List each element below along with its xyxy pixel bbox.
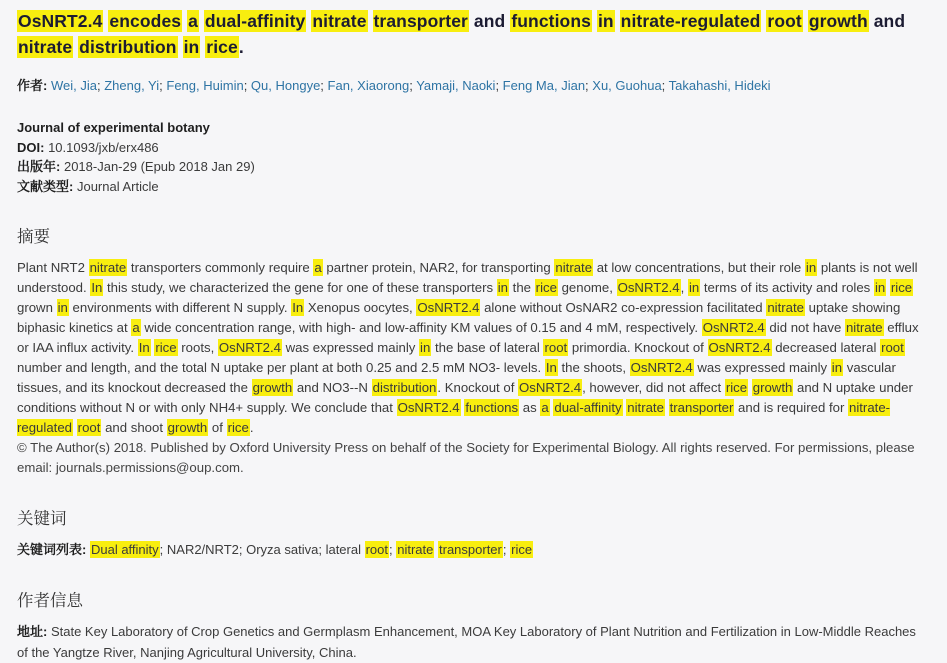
- keywords-list: Dual affinity; NAR2/NRT2; Oryza sativa; lateral root; nitrate transporter; rice: [90, 542, 533, 557]
- highlighted-term: dual-affinity: [554, 400, 622, 415]
- highlighted-term: a: [541, 400, 549, 415]
- keywords-heading: 关键词: [17, 510, 67, 528]
- author-link[interactable]: Zheng, Yi: [104, 78, 160, 93]
- highlighted-term: root: [881, 340, 904, 355]
- highlighted-term: OsNRT2.4: [519, 380, 582, 395]
- highlighted-term: nitrate: [845, 320, 883, 335]
- highlighted-term: nitrate: [89, 260, 127, 275]
- meta-block: [17, 118, 930, 196]
- author-link[interactable]: Feng, Huimin: [166, 78, 244, 93]
- journal-name: Journal of experimental botany: [17, 120, 210, 135]
- address-value: State Key Laboratory of Crop Genetics and Germplasm Enhancement, MOA Key Laboratory of Plant Nutrition and Fertilization in Low-Middle Reaches of the Yangtze River, Nanjing Agricultural University, China.: [17, 624, 916, 660]
- highlighted-term: encodes: [109, 11, 182, 31]
- highlighted-term: In: [545, 360, 557, 375]
- highlighted-term: in: [805, 260, 817, 275]
- highlighted-term: nitrate: [397, 542, 434, 557]
- highlighted-term: OsNRT2.4: [630, 360, 693, 375]
- keywords-list-label: 关键词列表:: [17, 542, 87, 557]
- highlighted-term: nitrate: [555, 260, 593, 275]
- highlighted-term: functions: [465, 400, 519, 415]
- highlighted-term: dual-affinity: [204, 11, 306, 31]
- highlighted-term: nitrate: [627, 400, 664, 415]
- highlighted-term: distribution: [79, 37, 177, 57]
- highlighted-term: transporter: [439, 542, 502, 557]
- authors-label: 作者:: [17, 78, 48, 93]
- highlighted-term: nitrate: [312, 11, 367, 31]
- doi-row: [17, 138, 930, 158]
- highlighted-term: in: [831, 360, 843, 375]
- highlighted-term: rice: [155, 340, 177, 355]
- highlighted-term: OsNRT2.4: [397, 400, 460, 415]
- abstract-heading: 摘要: [17, 228, 50, 246]
- highlighted-term: root: [767, 11, 802, 31]
- highlighted-term: nitrate-regulated: [620, 11, 761, 31]
- highlighted-term: OsNRT2.4: [218, 340, 281, 355]
- highlighted-term: In: [91, 280, 103, 295]
- highlighted-term: transporter: [669, 400, 734, 415]
- highlighted-term: functions: [511, 11, 591, 31]
- highlighted-term: a: [314, 260, 322, 275]
- highlighted-term: in: [420, 340, 431, 355]
- highlighted-term: in: [874, 280, 886, 295]
- highlighted-term: growth: [808, 11, 868, 31]
- copyright-line: © The Author(s) 2018. Published by Oxford University Press on behalf of the Society for Experimental Biology. All rights reserved. For permissions, please email: journals.permissions@oup.com.: [17, 440, 915, 475]
- doc-type-value: Journal Article: [76, 178, 159, 194]
- highlighted-term: nitrate: [767, 300, 804, 315]
- author-info-heading: 作者信息: [17, 592, 83, 610]
- highlighted-term: growth: [252, 380, 293, 395]
- highlighted-term: OsNRT2.4: [617, 280, 680, 295]
- highlighted-term: in: [57, 300, 68, 315]
- highlighted-term: in: [183, 37, 200, 57]
- keywords-row: [17, 539, 929, 560]
- highlighted-term: rice: [890, 280, 913, 295]
- article-title: OsNRT2.4 encodes a dual-affinity nitrate transporter and functions in nitrate-regulated root growth and nitrate distribution in rice.: [18, 11, 906, 57]
- doi-value: 10.1093/jxb/erx486: [48, 139, 159, 155]
- highlighted-term: distribution: [372, 380, 437, 395]
- highlighted-term: in: [688, 280, 700, 295]
- highlighted-term: OsNRT2.4: [18, 11, 103, 31]
- pub-year-value: 2018-Jan-29 (Epub 2018 Jan 29): [63, 159, 255, 174]
- author-link[interactable]: Fan, Xiaorong: [327, 78, 410, 93]
- pub-year-row: [17, 157, 930, 177]
- highlighted-term: OsNRT2.4: [417, 300, 480, 315]
- author-link[interactable]: Yamaji, Naoki: [416, 78, 496, 93]
- author-link[interactable]: Wei, Jia: [50, 78, 97, 93]
- doc-type-label: 文献类型:: [17, 178, 74, 194]
- highlighted-term: In: [292, 300, 304, 315]
- highlighted-term: growth: [167, 420, 208, 435]
- highlighted-term: a: [132, 320, 140, 335]
- highlighted-term: nitrate: [18, 37, 73, 57]
- highlighted-term: root: [77, 420, 101, 435]
- highlighted-term: root: [544, 340, 568, 355]
- highlighted-term: root: [365, 542, 388, 557]
- highlighted-term: rice: [206, 37, 238, 57]
- highlighted-term: OsNRT2.4: [708, 340, 771, 355]
- highlighted-term: in: [497, 280, 508, 295]
- highlighted-term: in: [597, 11, 614, 31]
- author-link[interactable]: Feng Ma, Jian: [502, 78, 586, 93]
- highlighted-term: Dual affinity: [90, 542, 159, 557]
- authors-list: Wei, Jia; Zheng, Yi; Feng, Huimin; Qu, Hongye; Fan, Xiaorong; Yamaji, Naoki; Feng Ma, Jian; Xu, Guohua; Takahashi, Hideki: [50, 78, 771, 93]
- address-row: [17, 621, 929, 663]
- highlighted-term: OsNRT2.4: [702, 320, 765, 335]
- abstract-text: Plant NRT2 nitrate transporters commonly require a partner protein, NAR2, for transporting nitrate at low concentrations, but their role in plants is not well understood. In this study, we characterized the gene for one of these transporters in the rice genome, OsNRT2.4, in terms of its activity and roles in rice grown in environments with different N supply. In Xenopus oocytes, OsNRT2.4 alone without OsNAR2 co-expression facilitated nitrate uptake showing biphasic kinetics at a wide concentration range, with high- and low-affinity KM values of 0.15 and 4 mM, respectively. OsNRT2.4 did not have nitrate efflux or IAA influx activity. In rice roots, OsNRT2.4 was expressed mainly in the base of lateral root primordia. Knockout of OsNRT2.4 decreased lateral root number and length, and the total N uptake per plant at both 0.25 and 2.5 mM NO3- levels. In the shoots, OsNRT2.4 was expressed mainly in vascular tissues, and its knockout decreased the growth and NO3--N distribution. Knockout of OsNRT2.4, however, did not affect rice growth and N uptake under conditions without N or with only NH4+ supply. We conclude that OsNRT2.4 functions as a dual-affinity nitrate transporter and is required for nitrate-regulated root and shoot growth of rice.: [17, 260, 919, 435]
- author-link[interactable]: Qu, Hongye: [250, 78, 321, 93]
- highlighted-term: transporter: [373, 11, 468, 31]
- authors-row: [17, 77, 930, 94]
- doc-type-row: [17, 177, 930, 197]
- pub-year-label: 出版年:: [17, 159, 61, 174]
- author-link[interactable]: Xu, Guohua: [592, 78, 662, 93]
- highlighted-term: a: [188, 11, 198, 31]
- highlighted-term: rice: [535, 280, 557, 295]
- highlighted-term: rice: [227, 420, 249, 435]
- author-link[interactable]: Takahashi, Hideki: [668, 78, 771, 93]
- highlighted-term: rice: [511, 542, 533, 557]
- highlighted-term: growth: [752, 380, 793, 395]
- highlighted-term: nitrate-regulated: [17, 400, 891, 435]
- highlighted-term: rice: [725, 380, 748, 395]
- doi-label: DOI:: [17, 139, 45, 155]
- address-label: 地址:: [17, 624, 48, 639]
- highlighted-term: In: [138, 340, 150, 355]
